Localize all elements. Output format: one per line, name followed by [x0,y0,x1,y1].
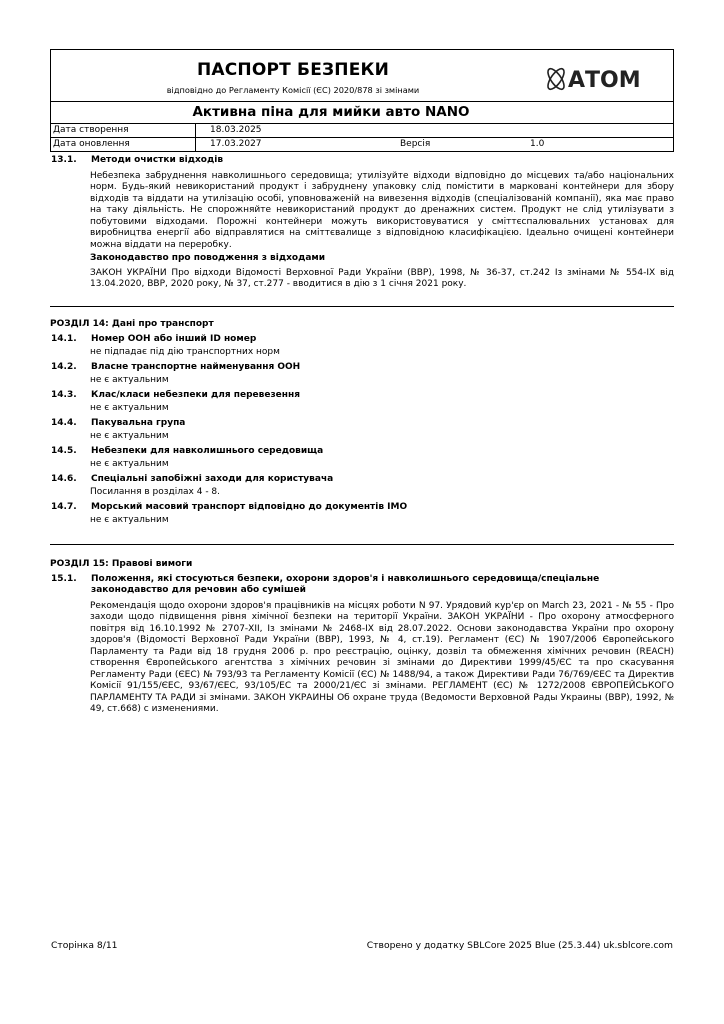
header-divider [51,101,673,102]
section-15 [50,544,674,716]
waste-law-text: ЗАКОН УКРАЇНИ Про відходи Відомості Верховної Ради України (ВВР), 1998, № 36-37, ст.242 Із змінами № 554-IX від 13.04.2020, ВВР, 2020 року, № 37, ст.277 - вводитися в дію з 1 січня 2021 року. [90,267,674,289]
transport-item-head [50,502,674,514]
transport-item-value: не є актуальним [90,375,169,385]
transport-item-value: не є актуальним [90,431,169,441]
info-row-created [51,124,673,137]
transport-item-head [50,334,674,346]
transport-item-value: не є актуальним [90,515,169,525]
created-value: 18.03.2025 [210,125,262,135]
section-14-rule [50,306,674,307]
item-13-1-head [50,155,674,167]
version-label: Версія [400,139,431,149]
transport-item-value: Посилання в розділах 4 - 8. [90,487,221,497]
page-number: Сторінка 8/11 [51,940,118,951]
item-number: 14.6. [51,473,77,484]
product-name: Активна піна для мийки авто NANO [192,104,470,120]
item-number: 13.1. [51,155,77,165]
section-13 [50,155,674,291]
item-title: Положення, які стосуються безпеки, охорони здоров'я і навколишнього середовища/спеціальне законодавство для речовин або сумішей [91,573,600,595]
item-number: 15.1. [51,573,77,584]
item-15-1-head [50,574,674,597]
item-title: Методи очистки відходів [91,155,224,165]
created-label: Дата створення [51,124,196,137]
item-number: 14.5. [51,445,77,456]
updated-label: Дата оновлення [51,138,196,151]
transport-item-head [50,418,674,430]
item-number: 14.2. [51,361,77,372]
atom-logo [542,63,672,93]
version-value: 1.0 [530,139,545,149]
created-with: Створено у додатку SBLCore 2025 Blue (25.3.44) uk.sblcore.com [366,940,673,951]
transport-item-head [50,362,674,374]
updated-value: 17.03.2027 [210,139,262,149]
section-15-rule [50,544,674,545]
item-number: 14.7. [51,501,77,512]
logo-text: АТОМ [568,68,641,93]
item-title: Спеціальні запобіжні заходи для користувача [91,473,334,484]
document-subtitle: відповідно до Регламенту Комісії (ЄС) 2020/878 зі змінами [166,85,420,95]
item-13-1-text: Небезпека забруднення навколишнього середовища; утилізуйте відходи відповідно до місцевих та/або національних норм. Будь-який невикористаний продукт і забруднену упаковку слід помістити в марковані контейнери для збору відходів та віддати на утилізацію особі, уповноваженій на вивезення відходів (спеціалізованій компанії), яка має право на таку діяльність. Не спорожняйте невикористаний продукт до дренажних систем. Продукт не слід утилізувати з побутовими відходами. Порожні контейнери можуть використовуватися у сміттєспалювальних установах для виробництва енергії або відправлятися на сміттєвалище з відповідною класифікацією. Ідеально очищені контейнери можна віддати на переробку. [90,170,674,250]
transport-item-value: не є актуальним [90,403,169,413]
transport-item-head [50,446,674,458]
document-title: ПАСПОРТ БЕЗПЕКИ [196,60,390,80]
section-14-title: РОЗДІЛ 14: Дані про транспорт [50,319,214,329]
transport-item-value: не є актуальним [90,459,169,469]
item-title: Морський масовий транспорт відповідно до документів IMO [91,501,408,512]
page-footer [51,940,673,951]
header-box [50,49,674,124]
item-title: Номер ООН або інший ID номер [91,333,257,344]
section-15-title: РОЗДІЛ 15: Правові вимоги [50,559,193,569]
transport-item-value: не підпадає під дію транспортних норм [90,347,280,357]
item-number: 14.3. [51,389,77,400]
info-row-updated [51,137,673,151]
transport-item-head [50,474,674,486]
transport-item-head [50,390,674,402]
item-title: Клас/класи небезпеки для перевезення [91,389,300,400]
item-15-1-text: Рекомендація щодо охорони здоров'я працівників на місцях роботи N 97. Урядовий кур'єр on March 23, 2021 - № 55 - Про заходи щодо підвищення рівня хімічної безпеки на території України. ЗАКОН УКРАЇНИ - Про охорону атмосферного повітря від 16.10.1992 № 2707-XII, Із змінами № 2468-IX від 28.07.2022. Основи законодавства України про охорону здоров'я (Відомості Верховної Ради України (ВВР), 1993, № 4, ст.19). Регламент (ЄС) № 1907/2006 Європейського Парламенту та Ради від 18 грудня 2006 р. про реєстрацію, оцінку, дозвіл та обмеження хімічних речовин (REACH) створення Європейського агентства з хімічних речовин зі змінами до Директиви 1999/45/ЄС та про скасування Регламенту Ради (ЄЕС) № 793/93 та Регламенту Комісії (ЄС) № 1488/94, а також Директиви Ради 76/769/ЄЕС та Директив Комісії 91/155/ЄЕС, 93/67/ЄЕС, 93/105/ЕС та 2000/21/ЄС зі змінами. РЕГЛАМЕНТ (ЄС) № 1272/2008 ЄВРОПЕЙСЬКОГО ПАРЛАМЕНТУ ТА РАДИ зі змінами. ЗАКОН УКРАИНЫ Об охране труда (Ведомости Верховной Рады Украины (ВВР), 1992, № 49, ст.668) с изменениями. [90,600,674,714]
item-title: Небезпеки для навколишнього середовища [91,445,324,456]
item-number: 14.1. [51,333,77,344]
waste-law-title: Законодавство про поводження з відходами [90,253,326,263]
item-title: Пакувальна група [91,417,186,428]
section-14 [50,306,674,527]
item-title: Власне транспортне найменування ООН [91,361,301,372]
document-page [50,49,674,152]
item-number: 14.4. [51,417,77,428]
info-table [50,124,674,152]
